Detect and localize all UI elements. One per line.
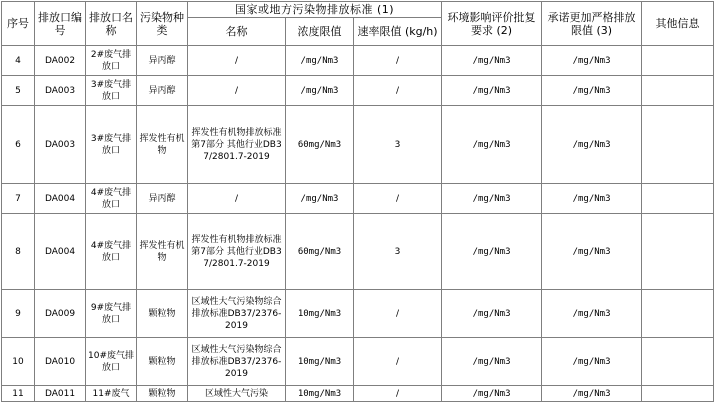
header-seq: 序号 bbox=[2, 2, 35, 46]
cell-pollutant: 颗粒物 bbox=[137, 290, 188, 338]
emission-standards-table bbox=[1, 1, 714, 402]
table-body bbox=[2, 46, 714, 402]
cell-outlet-name: 9#废气排放口 bbox=[86, 290, 137, 338]
cell-seq: 9 bbox=[2, 290, 35, 338]
cell-standard-name: 挥发性有机物排放标准 第7部分 其他行业DB37/2801.7-2019 bbox=[188, 106, 286, 184]
cell-outlet-no: DA002 bbox=[35, 46, 86, 76]
cell-seq: 7 bbox=[2, 184, 35, 214]
cell-rate: / bbox=[354, 290, 442, 338]
cell-commit: /mg/Nm3 bbox=[542, 184, 642, 214]
cell-standard-name: / bbox=[188, 76, 286, 106]
cell-outlet-no: DA010 bbox=[35, 338, 86, 386]
cell-commit: /mg/Nm3 bbox=[542, 290, 642, 338]
cell-standard-name: 区域性大气污染物综合排放标准DB37/2376-2019 bbox=[188, 290, 286, 338]
cell-pollutant: 挥发性有机物 bbox=[137, 106, 188, 184]
cell-other bbox=[642, 214, 714, 290]
cell-other bbox=[642, 338, 714, 386]
cell-outlet-name: 4#废气排放口 bbox=[86, 214, 137, 290]
header-outlet-no: 排放口编号 bbox=[35, 2, 86, 46]
cell-outlet-name: 4#废气排放口 bbox=[86, 184, 137, 214]
cell-standard-name: / bbox=[188, 184, 286, 214]
cell-concentration: /mg/Nm3 bbox=[286, 184, 354, 214]
cell-seq: 4 bbox=[2, 46, 35, 76]
cell-other bbox=[642, 290, 714, 338]
cell-commit: /mg/Nm3 bbox=[542, 106, 642, 184]
cell-outlet-name: 2#废气排放口 bbox=[86, 46, 137, 76]
header-pollutant: 污染物种类 bbox=[137, 2, 188, 46]
cell-outlet-name: 11#废气 bbox=[86, 386, 137, 402]
header-standard-name: 名称 bbox=[188, 18, 286, 46]
cell-pollutant: 颗粒物 bbox=[137, 338, 188, 386]
cell-outlet-name: 3#废气排放口 bbox=[86, 106, 137, 184]
table-row bbox=[2, 184, 714, 214]
cell-seq: 5 bbox=[2, 76, 35, 106]
header-outlet-name: 排放口名称 bbox=[86, 2, 137, 46]
cell-pollutant: 异丙醇 bbox=[137, 184, 188, 214]
header-eia-requirement: 环境影响评价批复要求 (2) bbox=[442, 2, 542, 46]
cell-eia: /mg/Nm3 bbox=[442, 214, 542, 290]
cell-outlet-no: DA004 bbox=[35, 214, 86, 290]
cell-concentration: /mg/Nm3 bbox=[286, 46, 354, 76]
cell-standard-name: 挥发性有机物排放标准 第7部分 其他行业DB37/2801.7-2019 bbox=[188, 214, 286, 290]
header-rate-limit: 速率限值 (kg/h) bbox=[354, 18, 442, 46]
cell-outlet-no: DA004 bbox=[35, 184, 86, 214]
table-row bbox=[2, 106, 714, 184]
table-header bbox=[2, 2, 714, 46]
table-row bbox=[2, 76, 714, 106]
cell-outlet-no: DA009 bbox=[35, 290, 86, 338]
cell-pollutant: 颗粒物 bbox=[137, 386, 188, 402]
table-row bbox=[2, 46, 714, 76]
cell-seq: 6 bbox=[2, 106, 35, 184]
cell-eia: /mg/Nm3 bbox=[442, 46, 542, 76]
cell-other bbox=[642, 76, 714, 106]
cell-eia: /mg/Nm3 bbox=[442, 76, 542, 106]
cell-commit: /mg/Nm3 bbox=[542, 214, 642, 290]
cell-standard-name: 区域性大气污染物综合排放标准DB37/2376-2019 bbox=[188, 338, 286, 386]
cell-concentration: 10mg/Nm3 bbox=[286, 386, 354, 402]
cell-rate: / bbox=[354, 76, 442, 106]
header-other-info: 其他信息 bbox=[642, 2, 714, 46]
cell-standard-name: 区域性大气污染 bbox=[188, 386, 286, 402]
header-concentration-limit: 浓度限值 bbox=[286, 18, 354, 46]
cell-seq: 8 bbox=[2, 214, 35, 290]
table-row bbox=[2, 214, 714, 290]
cell-eia: /mg/Nm3 bbox=[442, 386, 542, 402]
table-row bbox=[2, 386, 714, 402]
cell-rate: / bbox=[354, 184, 442, 214]
cell-rate: / bbox=[354, 338, 442, 386]
cell-commit: /mg/Nm3 bbox=[542, 386, 642, 402]
cell-seq: 11 bbox=[2, 386, 35, 402]
cell-concentration: 60mg/Nm3 bbox=[286, 214, 354, 290]
cell-other bbox=[642, 46, 714, 76]
cell-outlet-name: 3#废气排放口 bbox=[86, 76, 137, 106]
cell-concentration: 10mg/Nm3 bbox=[286, 338, 354, 386]
cell-concentration: 10mg/Nm3 bbox=[286, 290, 354, 338]
cell-pollutant: 异丙醇 bbox=[137, 76, 188, 106]
header-commit-limit: 承诺更加严格排放限值 (3) bbox=[542, 2, 642, 46]
cell-outlet-no: DA011 bbox=[35, 386, 86, 402]
cell-eia: /mg/Nm3 bbox=[442, 106, 542, 184]
cell-rate: / bbox=[354, 386, 442, 402]
cell-pollutant: 挥发性有机物 bbox=[137, 214, 188, 290]
cell-commit: /mg/Nm3 bbox=[542, 46, 642, 76]
table-row bbox=[2, 290, 714, 338]
table-row bbox=[2, 338, 714, 386]
header-standard-group: 国家或地方污染物排放标准 (1) bbox=[188, 2, 442, 18]
cell-eia: /mg/Nm3 bbox=[442, 338, 542, 386]
cell-other bbox=[642, 184, 714, 214]
cell-standard-name: / bbox=[188, 46, 286, 76]
cell-other bbox=[642, 106, 714, 184]
cell-outlet-no: DA003 bbox=[35, 76, 86, 106]
cell-outlet-no: DA003 bbox=[35, 106, 86, 184]
cell-commit: /mg/Nm3 bbox=[542, 338, 642, 386]
cell-concentration: 60mg/Nm3 bbox=[286, 106, 354, 184]
cell-eia: /mg/Nm3 bbox=[442, 290, 542, 338]
cell-eia: /mg/Nm3 bbox=[442, 184, 542, 214]
cell-pollutant: 异丙醇 bbox=[137, 46, 188, 76]
cell-rate: 3 bbox=[354, 214, 442, 290]
cell-concentration: /mg/Nm3 bbox=[286, 76, 354, 106]
cell-other bbox=[642, 386, 714, 402]
cell-rate: / bbox=[354, 46, 442, 76]
cell-commit: /mg/Nm3 bbox=[542, 76, 642, 106]
cell-seq: 10 bbox=[2, 338, 35, 386]
cell-outlet-name: 10#废气排放口 bbox=[86, 338, 137, 386]
cell-rate: 3 bbox=[354, 106, 442, 184]
